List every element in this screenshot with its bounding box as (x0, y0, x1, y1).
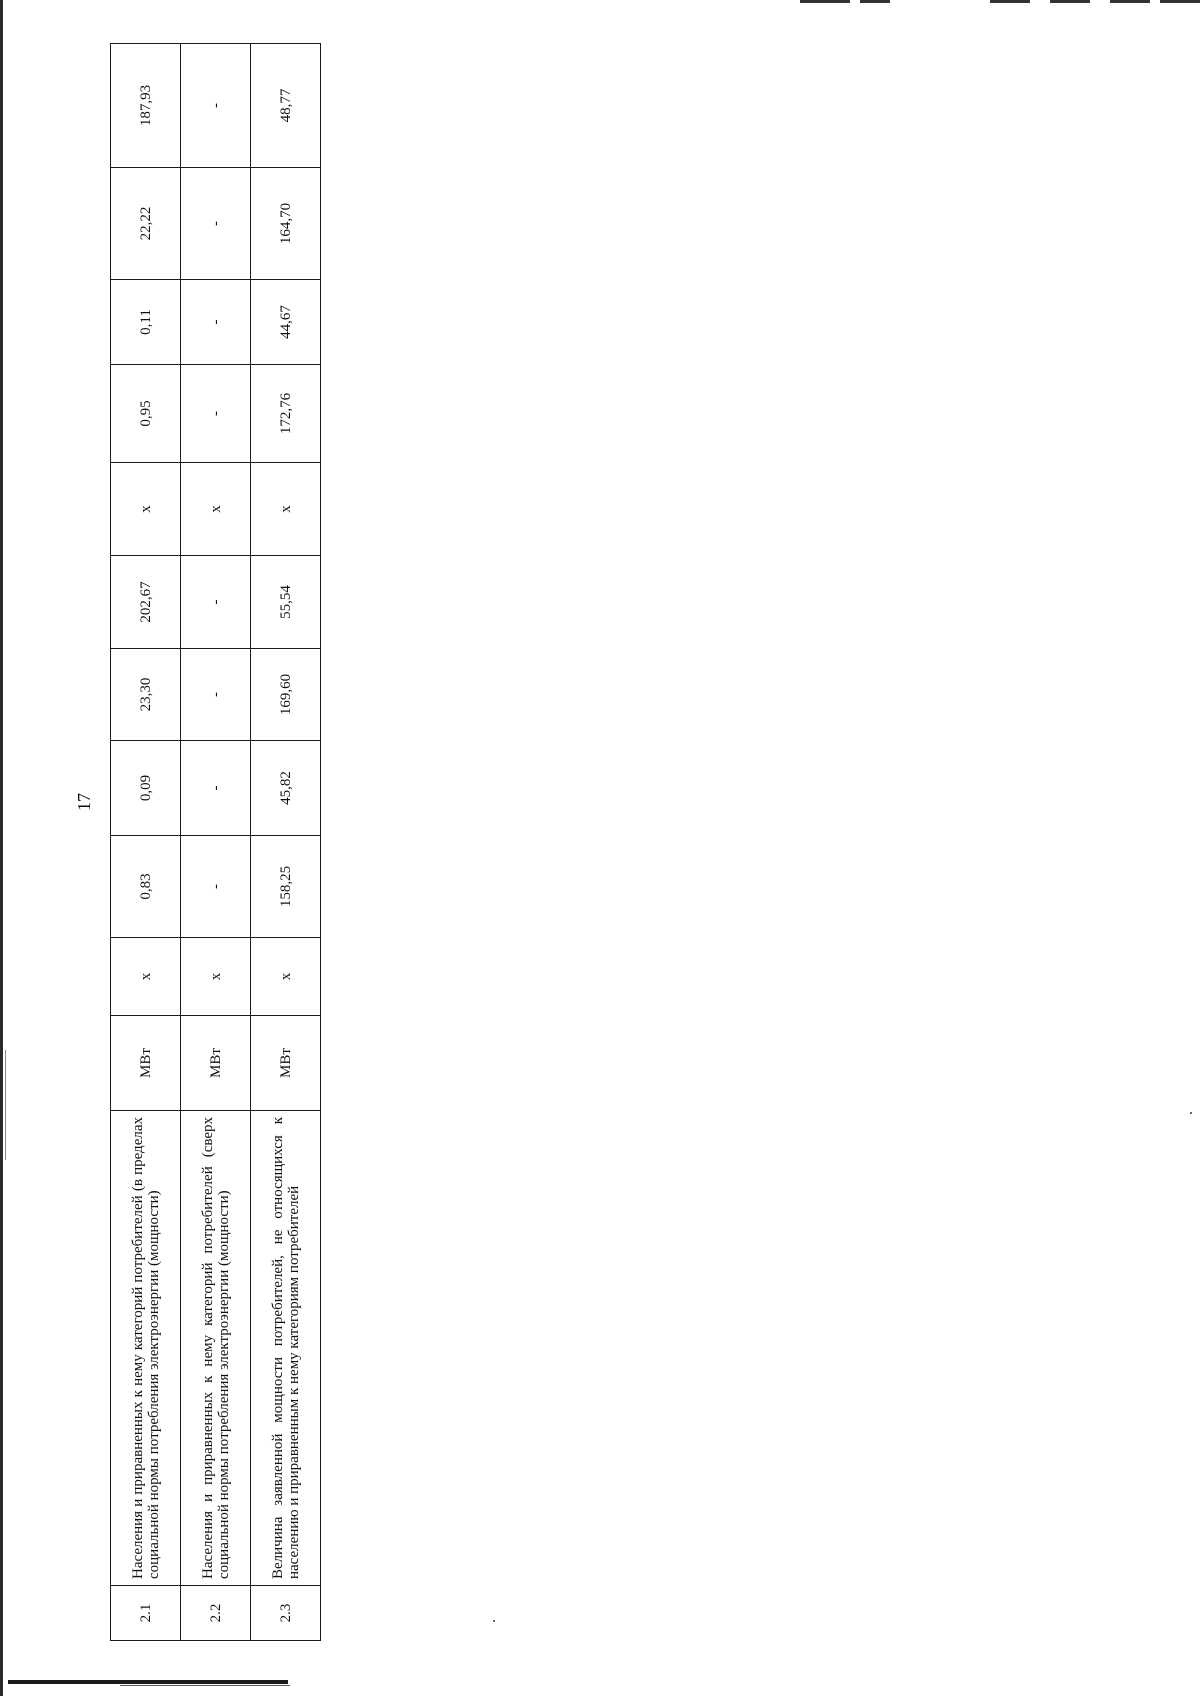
row-description: Населения и приравненных к нему категорий потребителей (сверх социальной нормы потребления электроэнергии (мощности) (181, 1111, 251, 1586)
row-number: 2.2 (181, 1586, 251, 1641)
value-cell: - (181, 649, 251, 741)
page-number: 17 (74, 793, 94, 811)
value-cell: 44,67 (251, 280, 321, 365)
value-cell: 48,77 (251, 44, 321, 168)
value-cell: - (181, 44, 251, 168)
value-cell: - (181, 741, 251, 836)
value-cell: 0,83 (111, 836, 181, 938)
value-cell: - (181, 168, 251, 280)
row-unit: МВт (111, 1016, 181, 1111)
value-cell: 158,25 (251, 836, 321, 938)
value-cell: 0,09 (111, 741, 181, 836)
table-row (111, 44, 181, 1641)
row-number: 2.1 (111, 1586, 181, 1641)
value-cell: 55,54 (251, 556, 321, 649)
scan-top-dash (1110, 0, 1150, 3)
row-description: Величина заявленной мощности потребителей, не относящихся к населению и приравненным к нему категориям потребителей (251, 1111, 321, 1586)
scan-top-dash (1160, 0, 1200, 3)
value-cell: x (181, 938, 251, 1016)
table-row (181, 44, 251, 1641)
scan-bottom-line (120, 1685, 290, 1686)
value-cell: x (181, 463, 251, 556)
power-table-grid (110, 43, 321, 1641)
value-cell: 169,60 (251, 649, 321, 741)
value-cell: 0,11 (111, 280, 181, 365)
row-unit: МВт (251, 1016, 321, 1111)
value-cell: 187,93 (111, 44, 181, 168)
value-cell: x (111, 938, 181, 1016)
scan-top-dash (1050, 0, 1090, 3)
scan-speck (493, 1620, 495, 1622)
value-cell: - (181, 556, 251, 649)
scan-top-dash (860, 0, 890, 3)
scan-top-dash (990, 0, 1030, 3)
value-cell: 202,67 (111, 556, 181, 649)
scan-top-dash (800, 0, 850, 3)
value-cell: x (251, 463, 321, 556)
value-cell: 45,82 (251, 741, 321, 836)
value-cell: - (181, 280, 251, 365)
value-cell: - (181, 365, 251, 463)
table-row (251, 44, 321, 1641)
row-description: Населения и приравненных к нему категорий потребителей (в пределах социальной нормы потребления электроэнергии (мощности) (111, 1111, 181, 1586)
scan-bottom-bar (8, 1680, 288, 1684)
value-cell: 22,22 (111, 168, 181, 280)
value-cell: x (111, 463, 181, 556)
scan-speck (1190, 1112, 1192, 1114)
value-cell: 23,30 (111, 649, 181, 741)
power-table (110, 49, 320, 1641)
scan-edge-left (0, 0, 3, 1696)
scan-edge-mark (5, 1050, 6, 1160)
value-cell: 0,95 (111, 365, 181, 463)
value-cell: 172,76 (251, 365, 321, 463)
value-cell: - (181, 836, 251, 938)
value-cell: x (251, 938, 321, 1016)
row-number: 2.3 (251, 1586, 321, 1641)
row-unit: МВт (181, 1016, 251, 1111)
value-cell: 164,70 (251, 168, 321, 280)
